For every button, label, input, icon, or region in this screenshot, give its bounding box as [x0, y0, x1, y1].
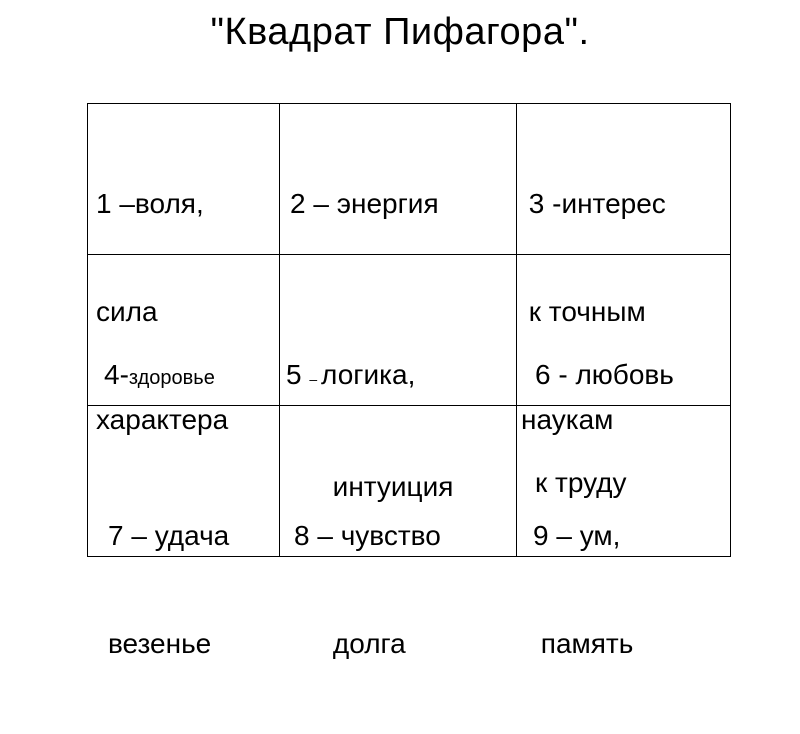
cell-2-line-1: 2 – энергия: [290, 188, 439, 219]
cell-7-text: [108, 446, 229, 734]
cell-8-text: [294, 446, 441, 734]
cell-7: [88, 406, 280, 659]
cell-9: [517, 406, 731, 659]
cell-2: [280, 104, 517, 255]
cell-5-line-1: [286, 357, 453, 397]
cell-3-line-3: наукам: [521, 404, 614, 435]
cell-1-line-2: сила: [96, 296, 158, 327]
cell-5-line-2: интуиция: [286, 471, 454, 502]
table-row: [88, 406, 731, 557]
cell-5-rest: логика,: [321, 359, 416, 390]
cell-4-rest: здоровье: [128, 367, 215, 389]
cell-9-text: [533, 446, 633, 734]
cell-3-line-1: 3 -интерес: [521, 188, 666, 219]
cell-8-line-2: долга: [294, 628, 406, 659]
cell-8-line-1: 8 – чувство: [294, 520, 441, 551]
cell-4: [88, 255, 280, 406]
pythagoras-square-table: [87, 103, 731, 659]
slide-title: "Квадрат Пифагора".: [210, 11, 590, 53]
cell-5-dash: –: [309, 371, 322, 387]
cell-1-line-3: характера: [96, 404, 229, 435]
cell-6-line-2: к труду: [535, 467, 627, 498]
cell-6-line-1: 6 - любовь: [535, 359, 674, 390]
cell-7-line-2: везенье: [108, 628, 212, 659]
cell-3-line-2: к точным: [521, 296, 646, 327]
cell-9-line-1: 9 – ум,: [533, 520, 621, 551]
cell-5-num: 5: [286, 359, 310, 390]
cell-5: [280, 255, 517, 502]
cell-7-line-1: 7 – удача: [108, 520, 230, 551]
table-row: [88, 104, 731, 255]
cell-9-line-2: память: [533, 628, 634, 659]
cell-1-line-1: 1 –воля,: [96, 188, 204, 219]
cell-8: [280, 406, 517, 659]
cell-4-line-1: [104, 357, 215, 396]
table-row: [88, 255, 731, 406]
cell-4-prefix: 4-: [104, 359, 129, 390]
